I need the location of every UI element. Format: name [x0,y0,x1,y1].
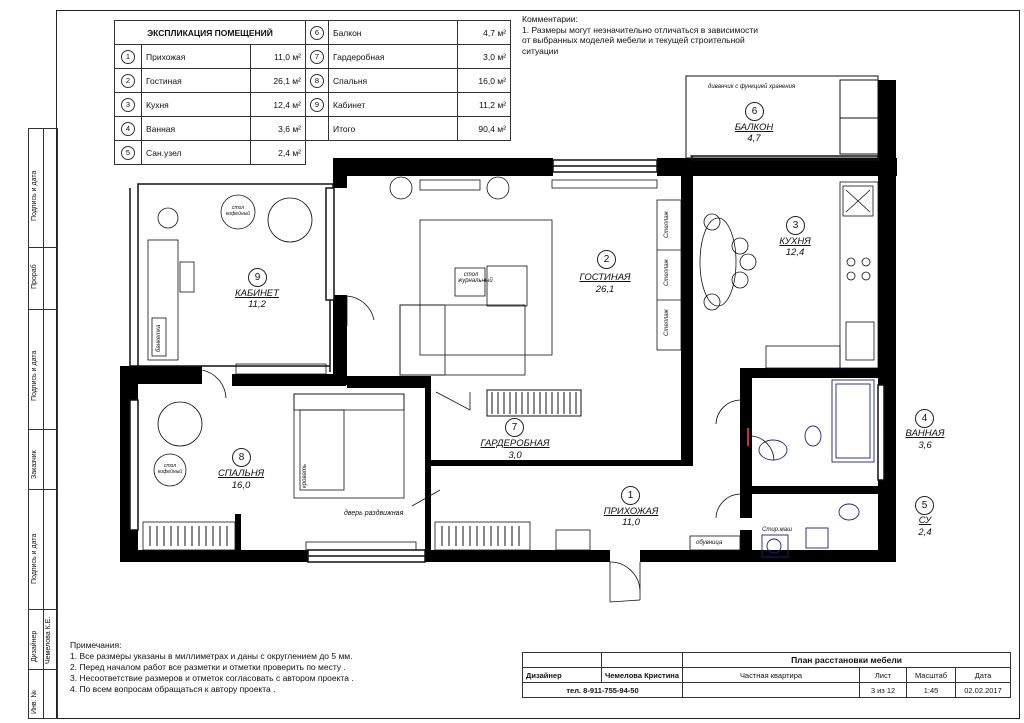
room3-name: КУХНЯ [779,236,811,247]
expl-num: 9 [310,98,324,112]
expl-area: 2,4 м² [251,141,306,165]
room5-area: 2,4 [918,527,932,538]
label-coffee-table: стол журнальный [458,272,493,284]
room4-name: ВАННАЯ [905,428,945,439]
expl-num: 4 [121,122,135,136]
expl-area: 12,4 м² [251,93,306,117]
room2-area: 26,1 [595,284,615,295]
expl-num: 3 [121,98,135,112]
expl-num: 6 [310,26,324,40]
label-sideboard-2: Стеллаж [664,259,670,286]
expl-name: Гостиная [142,69,251,93]
label-bench: банкетка [156,324,162,352]
expl-area: 3,0 м² [458,45,511,69]
room9-name: КАБИНЕТ [235,288,279,299]
expl-name: Гардеробная [329,45,458,69]
notes-block [70,640,354,695]
expl-area: 11,2 м² [458,93,511,117]
expl-area: 4,7 м² [458,21,511,45]
room3-number: 3 [786,216,805,235]
room7-name: ГАРДЕРОБНАЯ [480,438,550,449]
expl-name: Ванная [142,117,251,141]
side-designer-name: Чемелова К.Е. [45,616,52,664]
comments-line: от выбранных моделей мебели и текущей строительной [522,35,745,45]
stamp-date-label: Дата [956,668,1011,683]
room8-number: 8 [232,448,251,467]
side-label-inv: Инв. № [31,689,38,714]
room5-name: СУ [918,515,932,526]
room9-area: 11,2 [248,299,266,310]
side-label-sign3: Подпись и дата [31,533,38,584]
room6-area: 4,7 [747,133,761,144]
comments-title: Комментарии: [522,14,578,24]
hall-furniture [412,490,740,550]
label-sliding-door: дверь раздвижная [344,510,404,517]
room2-number: 2 [597,250,616,269]
notes-line: 4. По всем вопросам обращаться к автору проекта . [70,684,276,694]
room4-area: 3,6 [918,440,932,451]
notes-line: 3. Несоответствие размеров и отметок согласовать с автором проекта . [70,673,354,683]
room1-number: 1 [621,486,640,505]
stamp-designer: Чемелова Кристина [602,668,683,683]
title-block [522,652,1011,698]
room1-name: ПРИХОЖАЯ [603,506,659,517]
office-furniture [148,195,326,374]
expl-area: 3,6 м² [251,117,306,141]
expl-area: 16,0 м² [458,69,511,93]
expl-name: Спальня [329,69,458,93]
side-label-designer: Дизайнер [31,630,38,662]
label-coffee-table-office: стол кофейный [225,205,251,217]
stamp-project: Частная квартира [683,668,860,683]
notes-line: 2. Перед началом работ все разметки и отметки проверить по месту . [70,662,346,672]
comments-line: ситуации [522,45,559,56]
expl-name: Прихожая [142,45,251,69]
label-balcony-sofa: диванчик с функцией хранения [708,84,796,90]
stamp-sheet: 3 из 12 [860,683,907,698]
side-label-sign1: Подпись и дата [31,170,38,221]
stamp-role: Дизайнер [523,668,602,683]
room1-area: 11,0 [622,517,640,528]
side-label-customer: Заказчик [31,450,38,479]
room5-number: 5 [915,496,934,515]
stamp-phone: тел. 8-911-755-94-50 [523,683,683,698]
expl-name: Кухня [142,93,251,117]
expl-num: 7 [310,50,324,64]
room8-name: СПАЛЬНЯ [217,468,265,479]
expl-area: 11,0 м² [251,45,306,69]
sheet-title: План расстановки мебели [683,653,1011,668]
notes-line: 1. Все размеры указаны в миллиметрах и даны с округлением до 5 мм. [70,651,353,661]
notes-title: Примечания: [70,640,122,650]
label-washer: Стир.маш [762,527,793,533]
room2-name: ГОСТИНАЯ [579,272,631,283]
stamp-scale: 1:45 [907,683,956,698]
room7-area: 3,0 [508,450,522,461]
explication-title: ЭКСПЛИКАЦИЯ ПОМЕЩЕНИЙ [115,21,306,45]
expl-num: 2 [121,74,135,88]
side-label-sign2: Подпись и дата [31,350,38,401]
side-label-foreman: Прораб [31,264,38,289]
room9-number: 9 [248,268,267,287]
room3-area: 12,4 [785,247,805,258]
label-coffee-table-bedroom: стол кофейный [157,463,183,475]
room4-number: 4 [915,409,934,428]
bedroom-furniture [143,394,530,550]
expl-name: Балкон [329,21,458,45]
stamp-sheet-label: Лист [860,668,907,683]
label-shoe-rack: обувница [696,540,723,546]
expl-total-label: Итого [329,117,458,141]
kitchen-furniture [700,182,878,368]
expl-name: Сан.узел [142,141,251,165]
expl-name: Кабинет [329,93,458,117]
comments-line: 1. Размеры могут незначительно отличаться в зависимости [522,24,758,35]
expl-num: 5 [121,146,135,160]
expl-num: 8 [310,74,324,88]
room6-name: БАЛКОН [734,122,774,133]
expl-total-area: 90,4 м² [458,117,511,141]
expl-area: 26,1 м² [251,69,306,93]
room6-number: 6 [745,102,764,121]
expl-num: 1 [121,50,135,64]
label-sideboard-1: Стеллаж [664,211,670,238]
stamp-date: 02.02.2017 [956,683,1011,698]
room7-number: 7 [505,418,524,437]
stamp-scale-label: Масштаб [907,668,956,683]
label-bed: кровать [302,464,308,488]
label-sideboard-3: Стеллаж [664,309,670,336]
room8-area: 16,0 [231,480,251,491]
